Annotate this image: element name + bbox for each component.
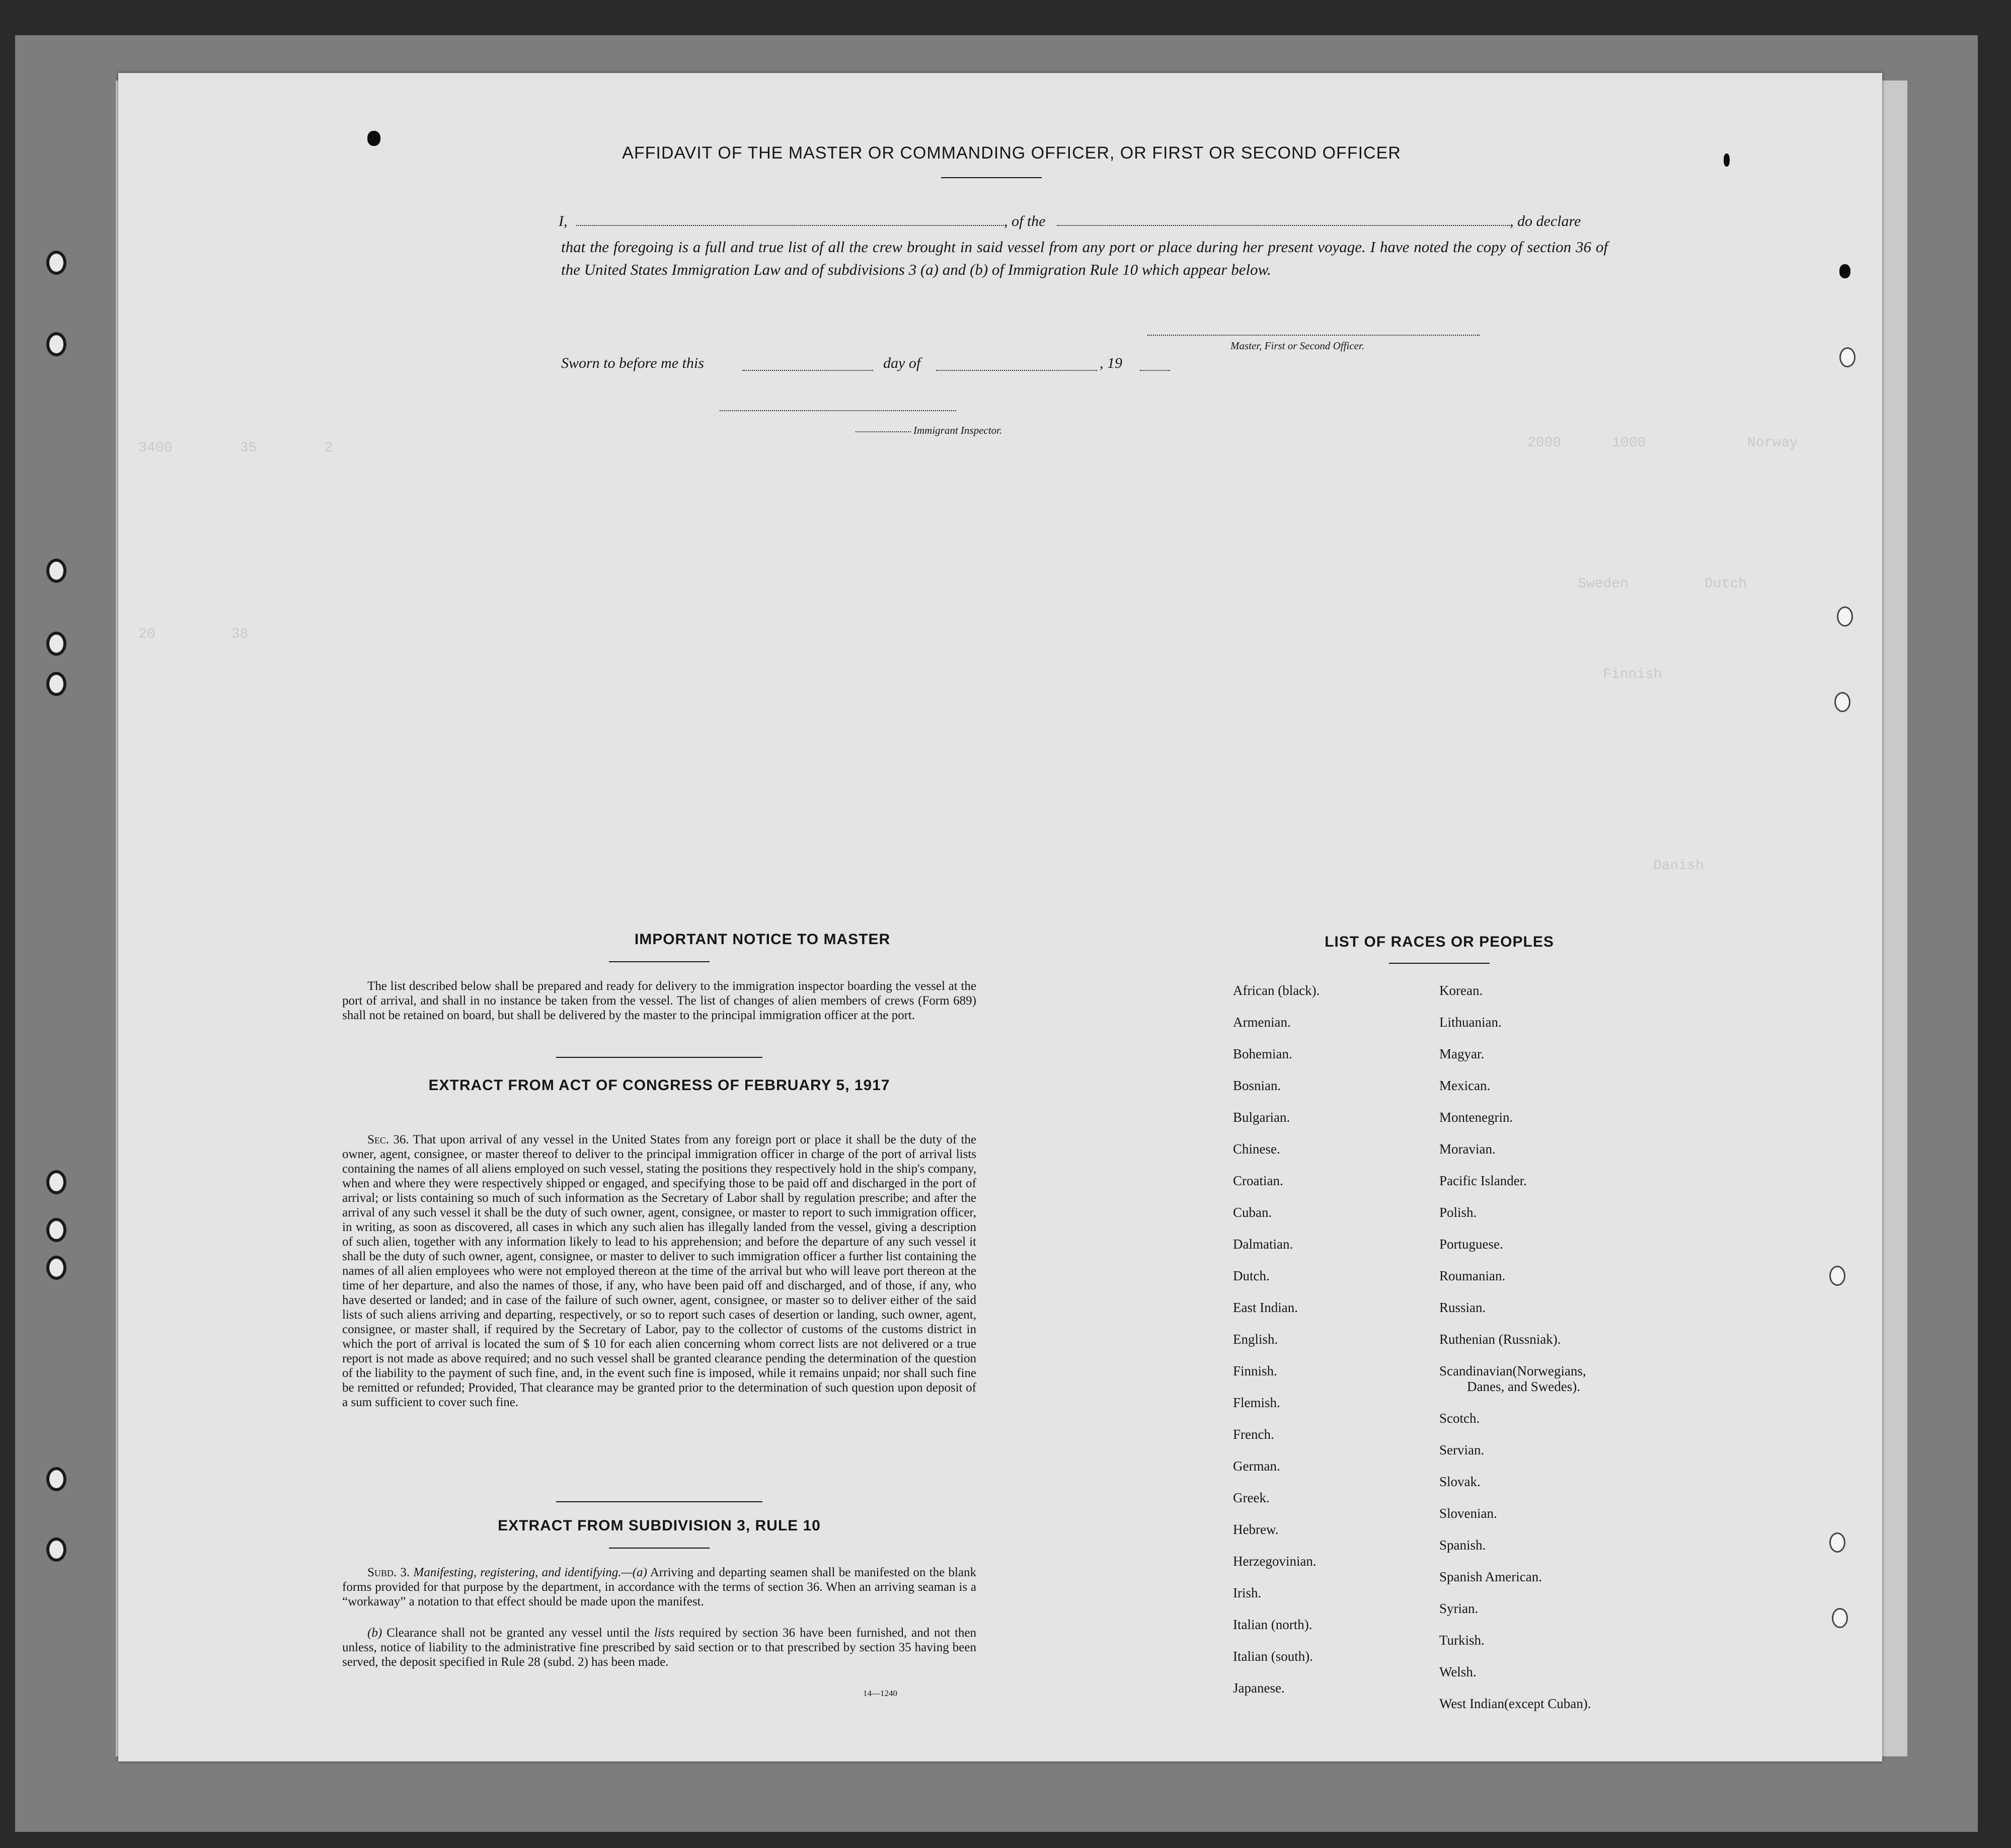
binder-hole — [1829, 1266, 1845, 1286]
notice-body: The list described below shall be prepared and ready for delivery to the immigration inspector boarding the vessel at the port of arrival, and shall in no instance be taken from the vessel. The list of changes of alien members of crews (Form 689) shall not be retained on board, but shall be delivered by the master to the principal immigration officer at the port. — [342, 979, 976, 1022]
ink-mark — [1839, 264, 1850, 278]
subd-heading: Manifesting, registering, and identifying.—(a) — [413, 1566, 647, 1579]
sec-label: Sec. 36. — [367, 1133, 409, 1146]
inspector-signature-line — [720, 410, 956, 411]
race-item: Finnish. — [1233, 1363, 1277, 1378]
race-item: Polish. — [1439, 1205, 1477, 1220]
race-item: Magyar. — [1439, 1046, 1485, 1061]
binder-hole — [46, 559, 66, 583]
race-item: Mexican. — [1439, 1078, 1491, 1093]
ink-mark — [367, 131, 380, 146]
rule-text-a — [342, 1565, 976, 1609]
act-title: EXTRACT FROM ACT OF CONGRESS OF FEBRUARY 5, 1917 — [428, 1077, 890, 1094]
declaration-text: that the foregoing is a full and true list of all the crew brought in said vessel from any port or place during her present voyage. I have noted the copy of section 36 of the United States Immigration Law and of subdivisions 3 (a) and (b) of Immigration Rule 10 which appear below. — [561, 238, 1608, 278]
section-divider — [556, 1057, 762, 1058]
race-item: Scandinavian(Norwegians, — [1439, 1363, 1586, 1378]
rule-underline — [609, 1548, 710, 1549]
race-item: Cuban. — [1233, 1205, 1272, 1220]
race-item: Spanish American. — [1439, 1569, 1542, 1584]
race-item: Ruthenian (Russniak). — [1439, 1332, 1561, 1347]
race-item: English. — [1233, 1332, 1278, 1347]
rule-text-b-1: Clearance shall not be granted any vessel until the — [386, 1626, 650, 1640]
race-item: Pacific Islander. — [1439, 1173, 1527, 1188]
race-item: German. — [1233, 1458, 1280, 1474]
act-body: That upon arrival of any vessel in the United States from any foreign port or place it shall be the duty of the owner, agent, consignee, or master thereof to deliver to the principal immigration officer in charge of the port of arrival lists containing the names of all aliens employed on such vessel, stating the positions they respectively hold in the ship's company, when and where they were respectively shipped or engaged, and specifying those to be paid off and discharged in the port of arrival; or lists containing so much of such information as the Secretary of Labor shall by regulation prescribe; and after the arrival of any such vessel it shall be the duty of such owner, agent, consignee, or master to report to such immigration officer, in writing, as soon as discovered, all cases in which any such alien has illegally landed from the vessel, giving a description of such alien, together with any information likely to lead to his apprehension; and before the departure of any such vessel it shall be the duty of such owner, agent, consignee, or master to deliver to such immigration officer a further list containing the names of all alien employees who were not employed thereon at the time of the arrival but who will leave port thereon at the time of her departure, and also the names of those, if any, who have been paid off and discharged, and of those, if any, who have deserted or landed; and in case of the failure of such owner, agent, consignee, or master so to deliver either of the said lists of such aliens arriving and departing, respectively, or so to report such cases of desertion or landing, such owner, agent, consignee, or master shall, if required by the Secretary of Labor, pay to the collector of customs of the customs district in which the port of arrival is located the sum of $ 10 for each alien concerning whom correct lists are not delivered or a true report is not made as above required; and no such vessel shall be granted clearance pending the determination of the question of the liability to the payment of such fine, and, in the event such fine is imposed, while it remains unpaid; nor shall such fine be remitted or refunded; Provided, That clearance may be granted prior to the determination of such question upon deposit of a sum sufficient to cover such fine. — [342, 1133, 976, 1409]
race-item: Slovak. — [1439, 1474, 1481, 1489]
race-item: Scotch. — [1439, 1411, 1480, 1426]
race-item: Slovenian. — [1439, 1506, 1497, 1521]
sworn-prefix: Sworn to before me this — [561, 355, 704, 371]
label-b: (b) — [367, 1626, 382, 1640]
binder-hole — [46, 1256, 66, 1280]
binder-hole — [46, 672, 66, 696]
sworn-year-blank — [1140, 370, 1170, 371]
race-item: Russian. — [1439, 1300, 1486, 1315]
affidavit-title: AFFIDAVIT OF THE MASTER OR COMMANDING OFFICER, OR FIRST OR SECOND OFFICER — [622, 143, 1401, 163]
race-item: Italian (north). — [1233, 1617, 1312, 1632]
binder-hole — [46, 1170, 66, 1194]
race-item: Spanish. — [1439, 1537, 1486, 1553]
rule-text-b-2: required by section 36 have been furnished, and not then unless, notice of liability to the administrative fine prescribed by said section or to that prescribed by section 35 having been served, the deposit specified in Rule 28 (subd. 2) has been made. — [342, 1626, 976, 1669]
binder-hole — [1839, 347, 1855, 367]
race-item: Dalmatian. — [1233, 1237, 1293, 1252]
binder-hole — [46, 1537, 66, 1562]
race-item: Armenian. — [1233, 1015, 1291, 1030]
race-item: Croatian. — [1233, 1173, 1283, 1188]
inspector-dotted-lead — [856, 431, 911, 432]
race-item: French. — [1233, 1427, 1274, 1442]
race-item: Portuguese. — [1439, 1237, 1503, 1252]
act-text — [342, 1132, 976, 1410]
race-item: Herzegovinian. — [1233, 1554, 1317, 1569]
name-blank — [576, 225, 1004, 226]
race-item: African (black). — [1233, 983, 1320, 998]
race-item: Servian. — [1439, 1442, 1485, 1457]
sworn-day-blank — [742, 370, 873, 371]
binder-hole — [46, 1218, 66, 1242]
race-item: Lithuanian. — [1439, 1015, 1502, 1030]
race-item: East Indian. — [1233, 1300, 1298, 1315]
sworn-month-blank — [936, 370, 1097, 371]
form-number: 14—1240 — [863, 1688, 897, 1698]
race-item: West Indian(except Cuban). — [1439, 1696, 1591, 1711]
races-title: LIST OF RACES OR PEOPLES — [1325, 934, 1554, 950]
binder-hole — [1829, 1532, 1845, 1553]
binder-hole — [46, 332, 66, 356]
race-item: Syrian. — [1439, 1601, 1479, 1616]
binder-hole — [46, 251, 66, 275]
master-signature-line — [1147, 335, 1480, 336]
rule-title: EXTRACT FROM SUBDIVISION 3, RULE 10 — [498, 1517, 821, 1534]
sworn-day-of: day of — [883, 355, 921, 371]
notice-title: IMPORTANT NOTICE TO MASTER — [634, 931, 891, 948]
race-item: Bohemian. — [1233, 1046, 1292, 1061]
section-divider — [556, 1501, 762, 1502]
declare-i: I, — [559, 213, 568, 229]
race-item: Japanese. — [1233, 1680, 1285, 1696]
binder-hole — [1837, 606, 1853, 627]
sworn-year: , 19 — [1100, 355, 1122, 371]
master-signature-label: Master, First or Second Officer. — [1230, 340, 1364, 352]
race-item: Danes, and Swedes). — [1467, 1379, 1580, 1394]
race-item: Italian (south). — [1233, 1649, 1313, 1664]
race-item: Roumanian. — [1439, 1268, 1506, 1283]
binder-hole — [1832, 1608, 1848, 1628]
race-item: Irish. — [1233, 1585, 1262, 1600]
binder-hole — [46, 1467, 66, 1491]
affidavit-form-page: 2000 1000 Norway Sweden Dutch Finnish Danish 3400 35 2 20 38 AFFIDAVIT OF THE MASTER OR COMMANDING OFFICER, OR FIRST OR SECOND OFFICER I, , of the , do declare that the foregoing is a full and true list of all the crew brought in said vessel from any port or place during her present voyage. I have noted the copy of section 36 of the United States Immigration Law and of subdivisions 3 (a) and (b) of Immigration Rule 10 which appear below. Master, First or Second Officer. Sworn to before me this day of , 19 Immigrant Inspector. IMPORTANT NOTICE TO MASTER The list described below shall be prepared and ready for delivery to the immigration inspector boarding the vessel at the port of arrival, and shall in no instance be taken from the vessel. The list of changes of alien members of crews (Form 689) shall not be retained on board, but shall be delivered by the master to the principal immigration officer at the port. EXTRACT FROM ACT OF CONGRESS OF FEBRUARY 5, 1917 Sec. 36. That upon arrival of any vessel in the United States from any foreign port or place it shall be the duty of the owner, agent, consignee, or master thereof to deliver to the principal immigration officer in charge of the port of arrival lists containing the names of all aliens employed on such vessel, stating the positions they respectively hold in the ship's company, when and where they were respectively shipped or engaged, and specifying those to be paid off and discharged in the port of arrival; or lists containing so much of such information as the Secretary of Labor shall by regulation prescribe; and after the arrival of any such vessel it shall be the duty of such owner, agent, consignee, or master to report to such immigration officer, in writing, as soon as discovered, all cases in which any such alien has illegally landed from the vessel, giving a description of such alien, together with any information likely to lead to his apprehension; and before the departure of any such vessel it shall be the duty of such owner, agent, consignee, or master to deliver to such immigration officer a further list containing the names of all alien employees who were not employed thereon at the time of the arrival but who will leave port thereon at the time of her departure, and also the names of those, if any, who have been paid off and discharged, and of those, if any, who have deserted or landed; and in case of the failure of such owner, agent, consignee, or master so to deliver either of the said lists of such aliens arriving and departing, respectively, or so to report such cases of desertion or landing, such owner, agent, consignee, or master shall, if required by the Secretary of Labor, pay to the collector of customs of the customs district in which the port of arrival is located the sum of $ 10 for each alien concerning whom correct lists are not delivered or a true report is not made as above required; and no such vessel shall be granted clearance pending the determination of the question of the liability to the payment of such fine, and, in the event such fine is imposed, while it remains unpaid; nor shall such fine be remitted or refunded; Provided, That clearance may be granted prior to the determination of such question upon deposit of a sum sufficient to cover such fine. EXTRACT FROM SUBDIVISION 3, RULE 10 Subd. 3. Manifesting, registering, and identifying.—(a) Arriving and departing seamen shall be manifested on the blank forms provided for that purpose by the department, in accordance with the terms of section 36. When an arriving seaman is a “workaway” a notation to that effect should be made upon the manifest. (b) Clearance shall not be granted any vessel until the lists required by section 36 have been furnished, and not then unless, notice of liability to the administrative fine prescribed by said section or to that prescribed by section 35 having been served, the deposit specified in Rule 28 (subd. 2) has been made. 14—1240 LIST OF RACES OR PEOPLES African (black). Armenian. Bohemian. Bosnian. Bulgarian. Chinese. Croatian. Cuban. Dalmatian. Dutch. East Indian. English. Finnish. Flemish. French. German. Greek. Hebrew. Herzegovinian. Irish. Italian (north). Italian (south). Japanese. Korean. Lithuanian. Magyar. Mexican. Montenegrin. Moravian. Pacific Islander. Polish. Portuguese. Roumanian. Russian. Ruthenian (Russniak). Scandinavian(Norwegians, Danes, and Swedes). Scotch. Servian. Slovak. Slovenian. Spanish. Spanish American. Syrian. Turkish. Welsh. West Indian(except Cuban). — [118, 73, 1882, 1761]
declare-of-the: , of the — [1004, 213, 1046, 229]
race-item: Hebrew. — [1233, 1522, 1279, 1537]
race-item: Moravian. — [1439, 1141, 1496, 1157]
rule-text-a-body: Arriving and departing seamen shall be manifested on the blank forms provided for that purpose by the department, in accordance with the terms of section 36. When an arriving seaman is a “workaway” a notation to that effect should be made upon the manifest. — [342, 1566, 976, 1608]
notice-text — [342, 979, 976, 1023]
race-item: Turkish. — [1439, 1633, 1485, 1648]
race-item: Dutch. — [1233, 1268, 1270, 1283]
race-item: Bulgarian. — [1233, 1110, 1290, 1125]
binder-hole — [1834, 692, 1850, 712]
binder-hole — [46, 632, 66, 656]
race-item: Korean. — [1439, 983, 1483, 998]
declare-do-declare: , do declare — [1510, 213, 1581, 229]
vessel-blank — [1057, 225, 1510, 226]
ink-mark — [1724, 153, 1730, 167]
race-item: Montenegrin. — [1439, 1110, 1513, 1125]
race-item: Flemish. — [1233, 1395, 1280, 1410]
subd-label: Subd. 3. — [367, 1566, 410, 1579]
race-item: Welsh. — [1439, 1664, 1477, 1679]
race-item: Greek. — [1233, 1490, 1270, 1505]
inspector-label: Immigrant Inspector. — [913, 424, 1002, 436]
rule-text-b-lists: lists — [654, 1626, 675, 1640]
notice-underline — [609, 961, 710, 962]
races-underline — [1389, 963, 1490, 964]
title-underline — [941, 177, 1042, 178]
rule-text-b — [342, 1626, 976, 1669]
race-item: Bosnian. — [1233, 1078, 1281, 1093]
race-item: Chinese. — [1233, 1141, 1280, 1157]
